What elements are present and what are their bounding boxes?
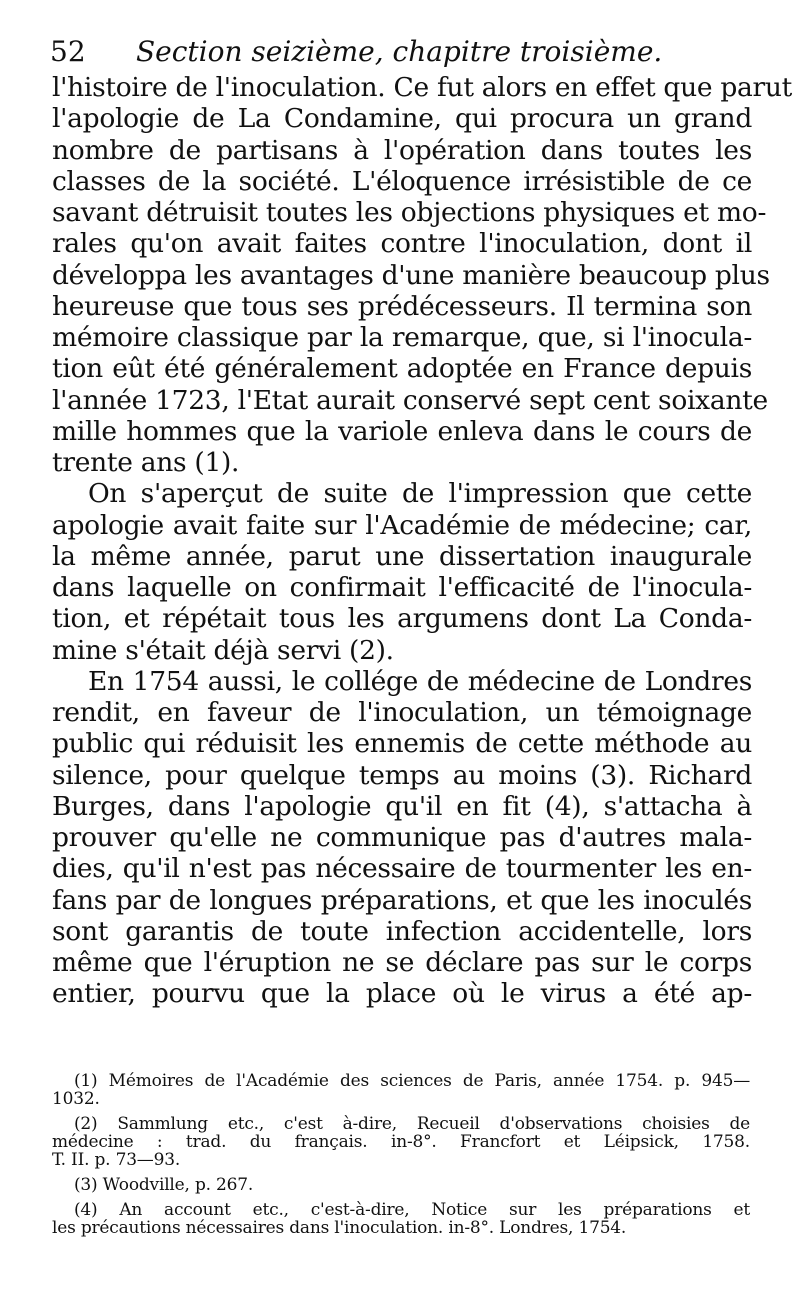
footnote-line: médecine : trad. du français. in-8°. Francfort et Léipsick, 1758. (52, 1132, 750, 1152)
body-line: mémoire classique par la remarque, que, si l'inocula- (52, 322, 752, 353)
body-line: savant détruisit toutes les objections physiques et mo- (52, 197, 767, 228)
body-line: Burges, dans l'apologie qu'il en fit (4), s'attacha à (52, 790, 752, 822)
body-line: la même année, parut une dissertation inaugurale (52, 540, 752, 572)
body-line: développa les avantages d'une manière beaucoup plus (52, 259, 770, 291)
footnote-line: (4) An account etc., c'est-à-dire, Notice sur les préparations et (74, 1200, 750, 1220)
body-line: public qui réduisit les ennemis de cette méthode au (52, 728, 752, 760)
body-line: trente ans (1). (52, 447, 240, 478)
body-line: dies, qu'il n'est pas nécessaire de tourmenter les en- (52, 853, 752, 885)
body-line: silence, pour quelque temps au moins (3). Richard (52, 759, 752, 791)
body-line: heureuse que tous ses prédécesseurs. Il termina son (52, 290, 752, 322)
footnotes (52, 1072, 750, 1237)
footnote-line: (2) Sammlung etc., c'est à-dire, Recueil d'observations choisies de (74, 1114, 750, 1134)
body-line: rendit, en faveur de l'inoculation, un témoignage (52, 697, 752, 728)
footnote-line: (3) Woodville, p. 267. (74, 1175, 254, 1195)
running-title: Section seizième, chapitre troisième. (136, 35, 663, 68)
page-header (50, 32, 750, 72)
body-line: On s'aperçut de suite de l'impression que cette (88, 478, 752, 510)
body-line: sont garantis de toute infection accidentelle, lors (52, 915, 752, 947)
footnote-line: (1) Mémoires de l'Académie des sciences de Paris, année 1754. p. 945— (74, 1071, 750, 1091)
body-line: prouver qu'elle ne communique pas d'autres mala- (52, 822, 752, 853)
body-text (52, 72, 793, 1010)
body-line: dans laquelle on confirmait l'efficacité de l'inocula- (52, 572, 752, 603)
body-line: classes de la société. L'éloquence irrésistible de ce (52, 165, 752, 197)
body-line: l'apologie de La Condamine, qui procura un grand (52, 103, 752, 135)
body-line: mille hommes que la variole enleva dans le cours de (52, 415, 752, 447)
body-line: apologie avait faite sur l'Académie de médecine; car, (52, 509, 752, 541)
footnote-line: 1032. (52, 1089, 100, 1109)
body-line: tion eût été généralement adoptée en France depuis (52, 353, 752, 385)
page-number: 52 (50, 35, 86, 68)
body-line: nombre de partisans à l'opération dans toutes les (52, 134, 752, 166)
body-line: même que l'éruption ne se déclare pas sur le corps (52, 947, 752, 978)
body-line: tion, et répétait tous les argumens dont La Conda- (52, 603, 752, 635)
body-line: rales qu'on avait faites contre l'inoculation, dont il (52, 228, 752, 260)
footnote-line: T. II. p. 73—93. (52, 1150, 181, 1170)
body-line: fans par de longues préparations, et que les inoculés (52, 884, 752, 916)
body-line: En 1754 aussi, le collége de médecine de Londres (88, 665, 752, 697)
body-line: l'histoire de l'inoculation. Ce fut alors en effet que parut (52, 72, 793, 103)
body-line: mine s'était déjà servi (2). (52, 634, 394, 666)
body-line: l'année 1723, l'Etat aurait conservé sept cent soixante (52, 384, 768, 416)
footnote-line: les précautions nécessaires dans l'inoculation. in-8°. Londres, 1754. (52, 1218, 627, 1238)
body-line: entier, pourvu que la place où le virus a été ap- (52, 978, 752, 1010)
